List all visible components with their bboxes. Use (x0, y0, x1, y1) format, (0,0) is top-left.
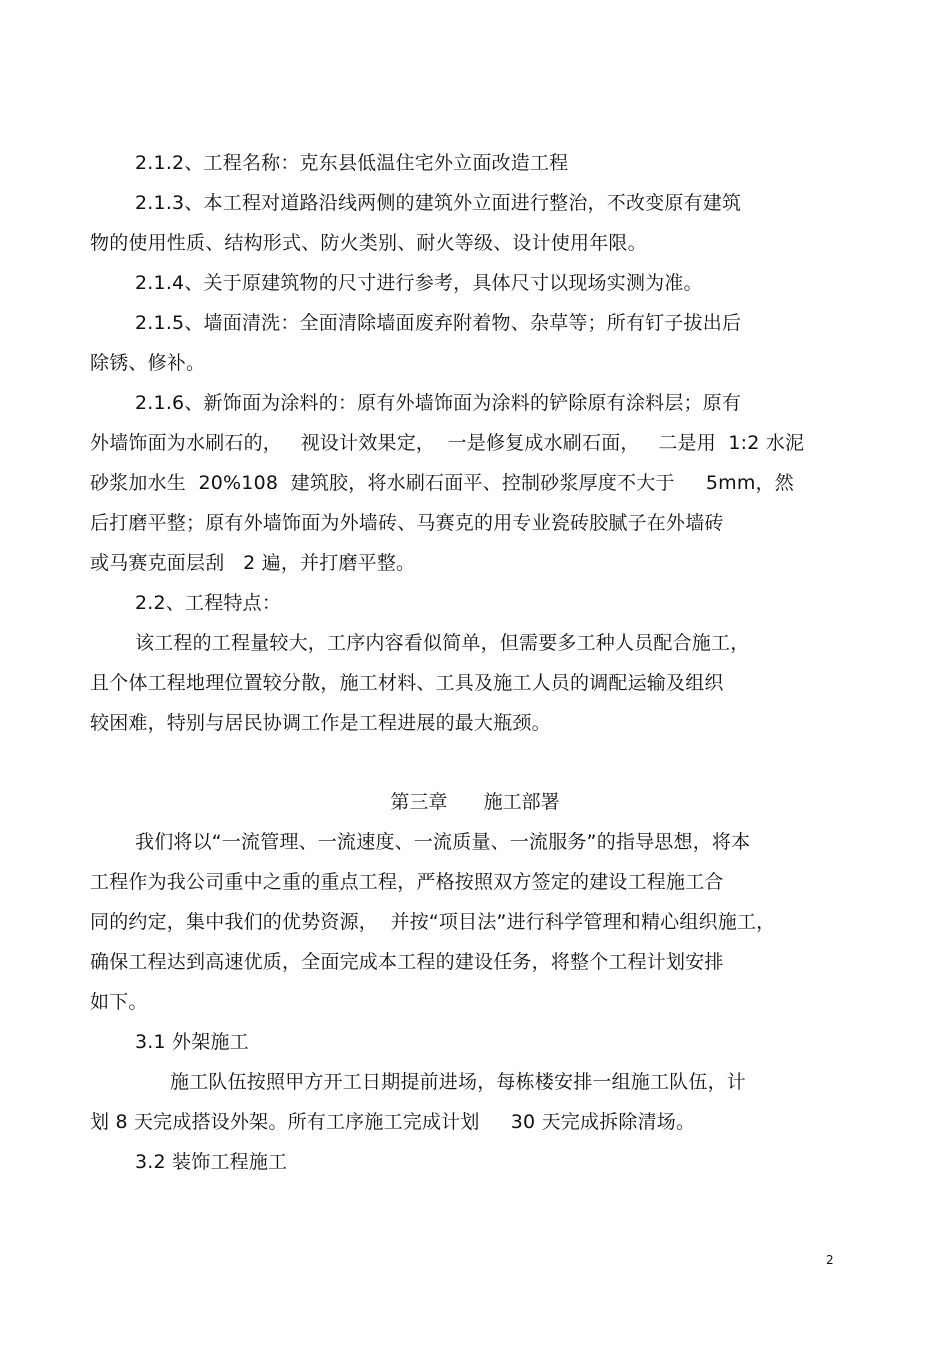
text-line: 物的使用性质、结构形式、防火类别、耐火等级、设计使用年限。 (90, 232, 647, 254)
text-line: 且个体工程地理位置较分散，施工材料、工具及施工人员的调配运输及组织 (90, 672, 724, 694)
text-line: 如下。 (90, 991, 148, 1013)
text-line: 2.1.4、关于原建筑物的尺寸进行参考，具体尺寸以现场实测为准。 (135, 272, 703, 294)
text-line: 后打磨平整；原有外墙饰面为外墙砖、马赛克的用专业瓷砖胶腻子在外墙砖 (90, 512, 724, 534)
text-line: 2.1.3、本工程对道路沿线两侧的建筑外立面进行整治，不改变原有建筑 (135, 192, 742, 214)
text-line: 或马赛克面层刮 2 遍，并打磨平整。 (90, 552, 416, 574)
text-line: 除锈、修补。 (90, 352, 206, 374)
chapter-title: 第三章 施工部署 (390, 791, 560, 813)
text-line: 2.1.6、新饰面为涂料的：原有外墙饰面为涂料的铲除原有涂料层；原有 (135, 392, 742, 414)
text-line: 工程作为我公司重中之重的重点工程，严格按照双方签定的建设工程施工合 (90, 871, 724, 893)
section-heading: 3.2 装饰工程施工 (135, 1151, 288, 1173)
text-line: 确保工程达到高速优质，全面完成本工程的建设任务，将整个工程计划安排 (90, 951, 724, 973)
text-line: 该工程的工程量较大，工序内容看似简单，但需要多工种人员配合施工， (135, 632, 750, 654)
page-number: 2 (826, 1253, 834, 1267)
text-line: 较困难，特别与居民协调工作是工程进展的最大瓶颈。 (90, 712, 551, 734)
text-line: 外墙饰面为水刷石的， 视设计效果定， 一是修复成水刷石面， 二是用 1:2 水泥 (90, 432, 805, 454)
text-line: 同的约定，集中我们的优势资源， 并按“项目法”进行科学管理和精心组织施工， (90, 911, 776, 933)
text-line: 2.1.2、工程名称：克东县低温住宅外立面改造工程 (135, 152, 569, 174)
text-line: 施工队伍按照甲方开工日期提前进场，每栋楼安排一组施工队伍，计 (170, 1071, 747, 1093)
text-line: 划 8 天完成搭设外架。所有工序施工完成计划 30 天完成拆除清场。 (90, 1111, 696, 1133)
text-line: 2.1.5、墙面清洗：全面清除墙面废弃附着物、杂草等；所有钉子拔出后 (135, 312, 742, 334)
text-line: 砂浆加水生 20%108 建筑胶，将水刷石面平、控制砂浆厚度不大于 5mm，然 (90, 472, 794, 494)
text-line: 我们将以“一流管理、一流速度、一流质量、一流服务”的指导思想，将本 (135, 831, 751, 853)
section-heading: 2.2、工程特点： (135, 592, 282, 614)
section-heading: 3.1 外架施工 (135, 1031, 249, 1053)
